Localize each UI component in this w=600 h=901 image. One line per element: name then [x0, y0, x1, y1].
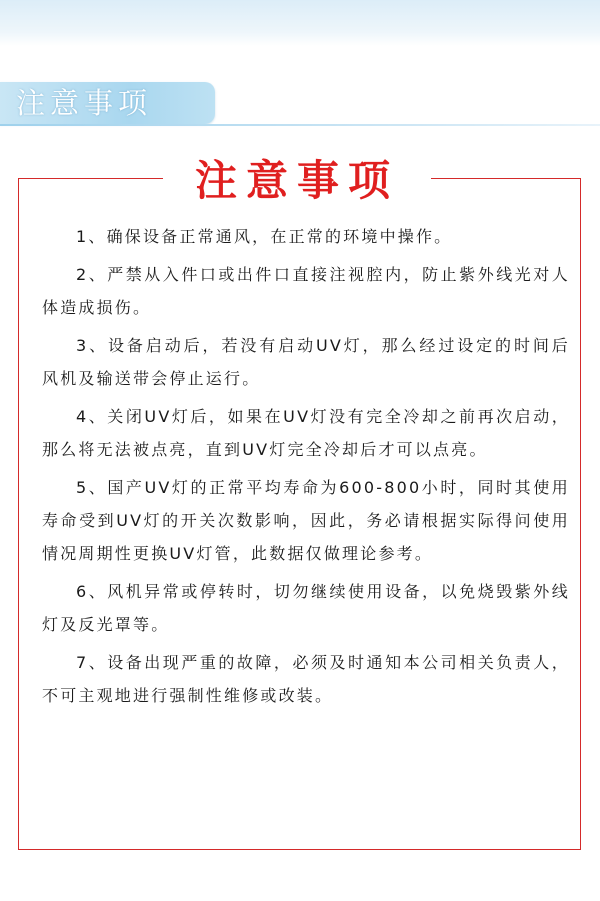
- notice-title: 注意事项: [163, 155, 431, 207]
- notice-item: 3、设备启动后，若没有启动UV灯，那么经过设定的时间后风机及输送带会停止运行。: [42, 336, 570, 388]
- notice-item: 6、风机异常或停转时，切勿继续使用设备，以免烧毁紫外线灯及反光罩等。: [42, 582, 570, 634]
- section-banner: [0, 82, 215, 124]
- notice-item: 4、关闭UV灯后，如果在UV灯没有完全冷却之前再次启动，那么将无法被点亮，直到UV灯完全冷却后才可以点亮。: [42, 407, 570, 459]
- notice-item: 5、国产UV灯的正常平均寿命为600-800小时，同时其使用寿命受到UV灯的开关次数影响，因此，务必请根据实际得问使用情况周期性更换UV灯管，此数据仅做理论参考。: [42, 478, 570, 563]
- notice-item: 7、设备出现严重的故障，必须及时通知本公司相关负责人，不可主观地进行强制性维修或改装。: [42, 653, 570, 705]
- notice-item: 1、确保设备正常通风，在正常的环境中操作。: [76, 227, 453, 246]
- banner-divider: [0, 124, 600, 126]
- top-gradient-band: [0, 0, 600, 46]
- notice-item: 2、严禁从入件口或出件口直接注视腔内，防止紫外线光对人体造成损伤。: [42, 265, 570, 317]
- banner-title: 注意事项: [16, 86, 153, 120]
- notice-list: [42, 220, 570, 717]
